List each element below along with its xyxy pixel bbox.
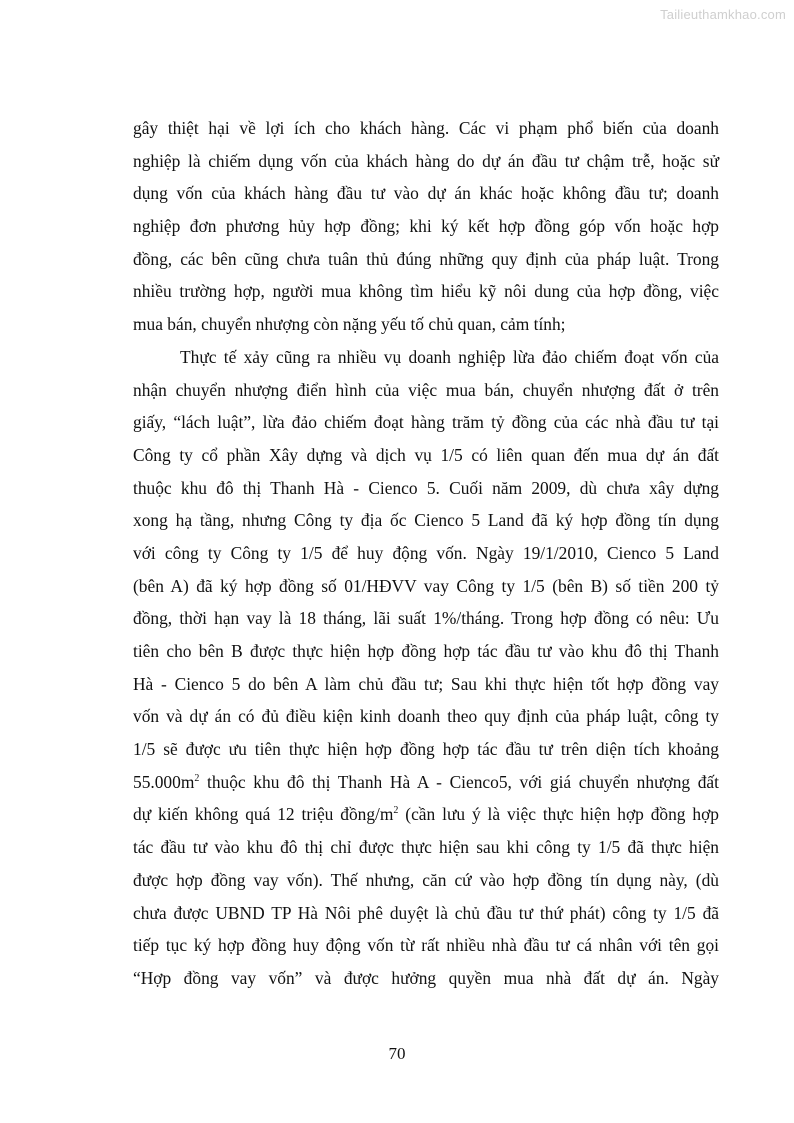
text-line: tác đầu tư vào khu đô thị chỉ được thực hiện sau khi công ty 1/5 đã thực hiện [133,837,719,858]
text-line: nhiều trường hợp, người mua không tìm hiểu kỹ nôi dung của hợp đồng, việc [133,281,719,302]
page-number: 70 [388,1044,406,1063]
text-line: thuộc khu đô thị Thanh Hà - Cienco 5. Cuối năm 2009, dù chưa xây dựng [133,477,719,498]
text-line: được hợp đồng vay vốn). Thế nhưng, căn cứ vào hợp đồng tín dụng này, (dù [133,869,719,890]
text-line: đồng, thời hạn vay là 18 tháng, lãi suất 1%/tháng. Trong hợp đồng có nêu: Ưu [133,608,719,629]
text-line: chưa được UBND TP Hà Nôi phê duyệt là chủ đầu tư thứ phát) công ty 1/5 đã [133,902,719,923]
text-segment: dự kiến không quá 12 triệu đồng/m [133,804,394,825]
watermark: Tailieuthamkhao.com [660,7,786,22]
text-segment: 55.000m [133,771,195,792]
text-line [133,798,719,831]
text-line: đồng, các bên cũng chưa tuân thủ đúng những quy định của pháp luật. Trong [133,248,719,269]
text-line: Công ty cổ phần Xây dựng và dịch vụ 1/5 có liên quan đến mua dự án đất [133,444,719,465]
text-line: tiếp tục ký hợp đồng huy động vốn từ rất nhiều nhà đầu tư cá nhân với tên gọi [133,935,719,956]
text-line: gây thiệt hại về lợi ích cho khách hàng. Các vi phạm phổ biến của doanh [133,118,719,138]
text-line: Hà - Cienco 5 do bên A làm chủ đầu tư; Sau khi thực hiện tốt hợp đồng vay [133,673,719,694]
text-line: (bên A) đã ký hợp đồng số 01/HĐVV vay Công ty 1/5 (bên B) số tiền 200 tỷ [133,575,719,596]
text-line: vốn và dự án có đủ điều kiện kinh doanh theo quy định của pháp luật, công ty [133,706,719,727]
document-body [133,112,719,995]
superscript: 2 [194,772,200,784]
text-line [133,766,719,799]
text-line: giấy, “lách luật”, lừa đảo chiếm đoạt hàng trăm tỷ đồng của các nhà đầu tư tại [133,412,719,433]
superscript: 2 [393,805,399,817]
text-line: “Hợp đồng vay vốn” và được hưởng quyền mua nhà đất dự án. Ngày [133,967,719,988]
text-line: dụng vốn của khách hàng đầu tư vào dự án khác hoặc không đầu tư; doanh [133,183,719,204]
text-line: mua bán, chuyển nhượng còn nặng yếu tố chủ quan, cảm tính; [133,314,566,335]
text-segment: (cần lưu ý là việc thực hiện hợp đồng hợp [398,804,719,825]
text-line: với công ty Công ty 1/5 để huy động vốn. Ngày 19/1/2010, Cienco 5 Land [133,542,719,563]
text-segment: thuộc khu đô thị Thanh Hà A - Cienco5, với giá chuyển nhượng đất [199,771,719,792]
text-line: nhận chuyển nhượng điển hình của việc mua bán, chuyển nhượng đất ở trên [133,379,719,400]
text-line: xong hạ tầng, nhưng Công ty địa ốc Cienco 5 Land đã ký hợp đồng tín dụng [133,510,719,531]
text-line: nghiệp đơn phương hủy hợp đồng; khi ký kết hợp đồng góp vốn hoặc hợp [133,216,719,237]
text-line: nghiệp là chiếm dụng vốn của khách hàng do dự án đầu tư chậm trễ, hoặc sử [133,150,719,171]
text-line: 1/5 sẽ được ưu tiên thực hiện hợp đồng hợp tác đầu tư trên diện tích khoảng [133,739,719,760]
text-line: tiên cho bên B được thực hiện hợp đồng hợp tác đầu tư vào khu đô thị Thanh [133,641,719,661]
text-line: Thực tế xảy cũng ra nhiều vụ doanh nghiệp lừa đảo chiếm đoạt vốn của [180,346,719,367]
